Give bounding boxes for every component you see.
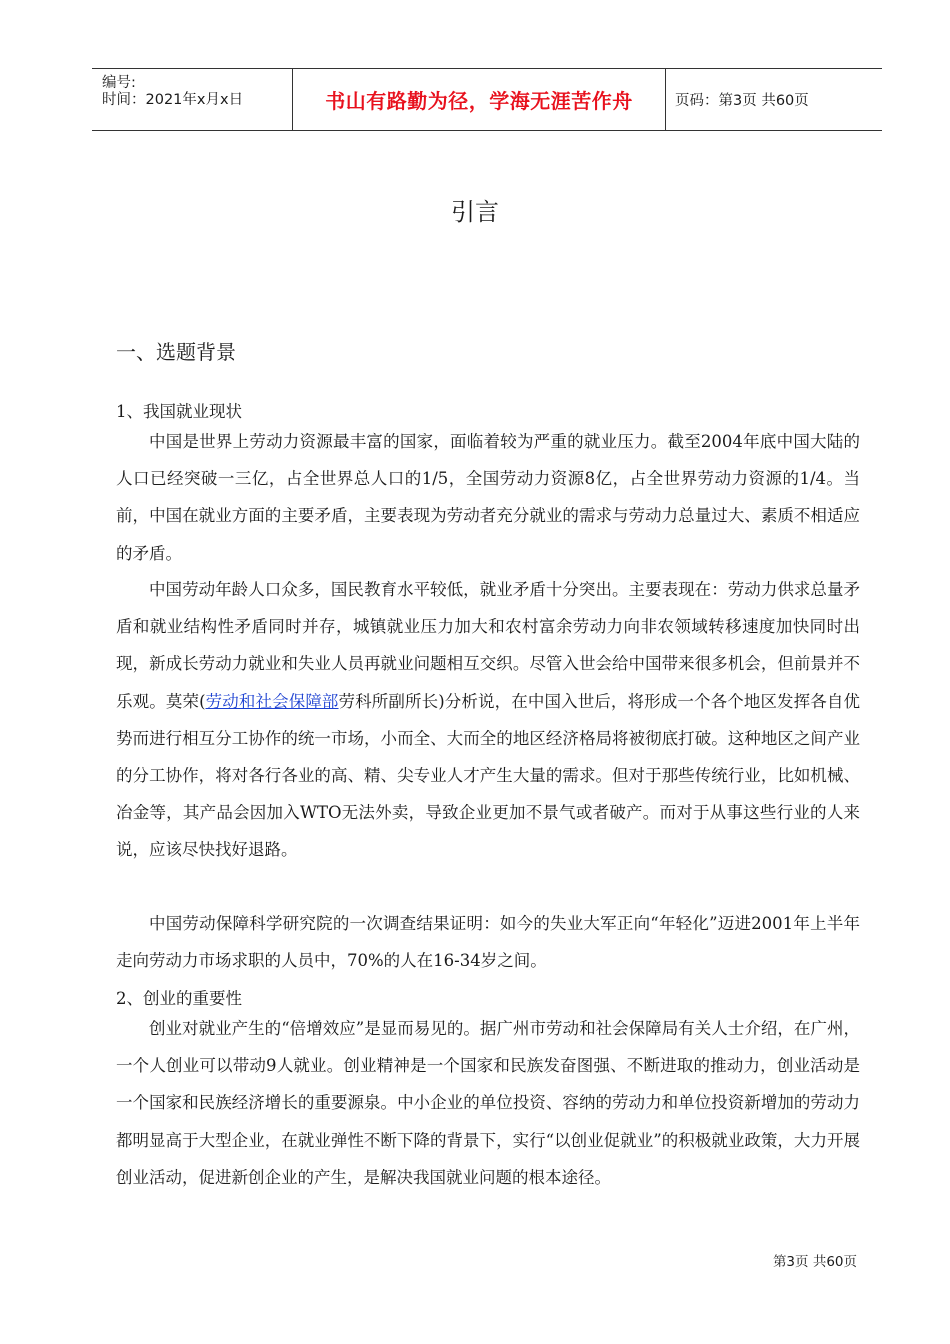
header-page-cell	[665, 69, 882, 130]
paragraph-3: 中国劳动保障科学研究院的一次调查结果证明：如今的失业大军正向“年轻化”迈进2001年上半年走向劳动力市场求职的人员中，70%的人在16-34岁之间。	[116, 914, 860, 971]
paragraph-2-text-b: 劳科所副所长)分析说，在中国入世后，将形成一个各个地区发挥各自优势而进行相互分工协作的统一市场，小而全、大而全的地区经济格局将被彻底打破。这种地区之间产业的分工协作，将对各行各业的高、精、尖专业人才产生大量的需求。但对于那些传统行业，比如机械、冶金等，其产品会因加入WTO无法外卖，导致企业更加不景气或者破产。而对于从事这些行业的人来说，应该尽快找好退路。	[116, 691, 861, 860]
paragraph-2-text-a: 中国劳动年龄人口众多，国民教育水平较低，就业矛盾十分突出。主要表现在：劳动力供求总量矛盾和就业结构性矛盾同时并存，城镇就业压力加大和农村富余劳动力向非农领域转移速度加快同时出现，新成长劳动力就业和失业人员再就业问题相互交织。尽管入世会给中国带来很多机会，但前景并不乐观。莫荣(	[116, 580, 860, 711]
motto: 书山有路勤为径，学海无涯苦作舟	[325, 89, 633, 113]
page-header	[92, 68, 882, 131]
subsection-heading-1: 1、我国就业现状	[116, 402, 242, 421]
subsection-heading-2: 2、创业的重要性	[116, 989, 242, 1008]
header-motto-cell	[292, 69, 666, 130]
paragraph-1: 中国是世界上劳动力资源最丰富的国家，面临着较为严重的就业压力。截至2004年底中国大陆的人口已经突破一三亿，占全世界总人口的1/5，全国劳动力资源8亿，占全世界劳动力资源的1/4。当前，中国在就业方面的主要矛盾，主要表现为劳动者充分就业的需求与劳动力总量过大、素质不相适应的矛盾。	[116, 432, 860, 563]
number-label: 编号:	[102, 75, 136, 91]
ministry-link[interactable]: 劳动和社会保障部	[205, 691, 339, 711]
footer-page-number: 第3页 共60页	[772, 1254, 857, 1270]
time-label: 时间：2021年x月x日	[102, 92, 244, 108]
page-label: 页码：第3页 共60页	[675, 93, 809, 109]
page-title: 引言	[451, 198, 499, 226]
paragraph-4: 创业对就业产生的“倍增效应”是显而易见的。据广州市劳动和社会保障局有关人士介绍，在广州，一个人创业可以带动9人就业。创业精神是一个国家和民族发奋图强、不断进取的推动力，创业活动是一个国家和民族经济增长的重要源泉。中小企业的单位投资、容纳的劳动力和单位投资新增加的劳动力都明显高于大型企业，在就业弹性不断下降的背景下，实行“以创业促就业”的积极就业政策，大力开展创业活动，促进新创企业的产生，是解决我国就业问题的根本途径。	[116, 1019, 860, 1187]
paragraph-2	[116, 571, 860, 869]
header-meta	[92, 69, 292, 130]
section-heading: 一、选题背景	[116, 340, 236, 364]
